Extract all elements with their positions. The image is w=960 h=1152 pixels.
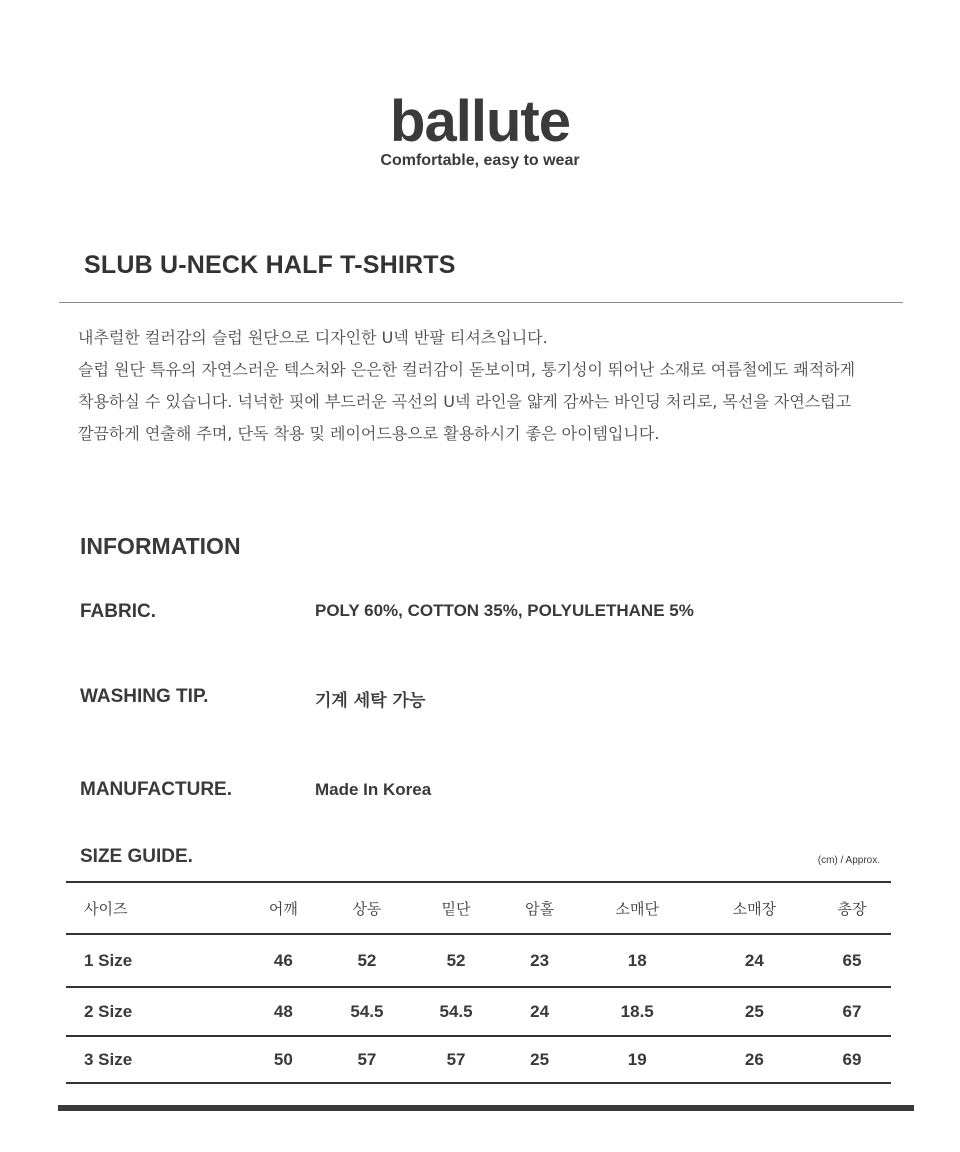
- table-cell: 48: [273, 1001, 293, 1021]
- table-cell: 57: [357, 1049, 377, 1069]
- table-row: [66, 987, 891, 1036]
- table-cell: 19: [627, 1049, 647, 1069]
- unit-note: (cm) / Approx.: [817, 855, 880, 866]
- table-cell: 25: [530, 1049, 550, 1069]
- table-cell: 3 Size: [84, 1049, 133, 1069]
- description-line: 슬럽 원단 특유의 자연스러운 텍스처와 은은한 컬러감이 돋보이며, 통기성이 뛰어난 소재로 여름철에도 쾌적하게: [78, 360, 856, 379]
- table-cell: 57: [446, 1049, 466, 1069]
- table-cell: 26: [744, 1049, 764, 1069]
- description-line: 내추럴한 컬러감의 슬럽 원단으로 디자인한 U넥 반팔 티셔츠입니다.: [78, 328, 548, 347]
- information-heading: INFORMATION: [80, 533, 241, 559]
- table-cell: 67: [842, 1001, 862, 1021]
- table-cell: 24: [530, 1001, 550, 1021]
- column-header: 소매장: [732, 899, 777, 918]
- table-cell: 65: [842, 950, 862, 970]
- size-table-header-row: [66, 882, 891, 934]
- column-header: 소매단: [615, 899, 659, 918]
- fabric-label: FABRIC.: [80, 601, 156, 622]
- description-line: 깔끔하게 연출해 주며, 단독 착용 및 레이어드용으로 활용하시기 좋은 아이템입니다.: [78, 424, 660, 443]
- table-cell: 18.5: [620, 1001, 654, 1021]
- table-cell: 69: [842, 1049, 862, 1069]
- brand-logo: ballute: [390, 89, 570, 154]
- table-cell: 46: [273, 950, 293, 970]
- brand-header: [0, 89, 960, 170]
- washing-tip-value: 기계 세탁 가능: [315, 691, 426, 711]
- column-header: 상동: [352, 899, 382, 918]
- product-description: [78, 322, 908, 450]
- table-cell: 23: [530, 950, 550, 970]
- column-header: 사이즈: [84, 899, 128, 918]
- title-divider: [59, 302, 903, 303]
- fabric-value: POLY 60%, COTTON 35%, POLYULETHANE 5%: [315, 601, 694, 620]
- manufacture-label: MANUFACTURE.: [80, 779, 232, 800]
- size-guide-heading: SIZE GUIDE.: [80, 846, 193, 867]
- column-header: 총장: [837, 899, 867, 918]
- table-cell: 52: [357, 950, 377, 970]
- brand-tagline: Comfortable, easy to wear: [380, 152, 580, 169]
- washing-tip-label: WASHING TIP.: [80, 686, 209, 707]
- column-header: 암홀: [525, 899, 555, 918]
- description-line: 착용하실 수 있습니다. 넉넉한 핏에 부드러운 곡선의 U넥 라인을 얇게 감싸는 바인딩 처리로, 목선을 자연스럽고: [78, 392, 852, 411]
- table-cell: 25: [744, 1001, 764, 1021]
- table-cell: 2 Size: [84, 1001, 133, 1021]
- table-cell: 52: [446, 950, 466, 970]
- table-cell: 1 Size: [84, 950, 133, 970]
- table-cell: 54.5: [350, 1001, 384, 1021]
- bottom-divider: [58, 1105, 914, 1111]
- table-cell: 18: [627, 950, 647, 970]
- size-table: [66, 881, 891, 1084]
- table-cell: 24: [744, 950, 764, 970]
- manufacture-value: Made In Korea: [315, 780, 432, 799]
- column-header: 밑단: [441, 899, 471, 918]
- table-row: [66, 1036, 891, 1083]
- table-cell: 54.5: [439, 1001, 473, 1021]
- product-title: SLUB U-NECK HALF T-SHIRTS: [84, 251, 456, 279]
- table-cell: 50: [273, 1049, 293, 1069]
- table-row: [66, 934, 891, 987]
- column-header: 어깨: [268, 899, 298, 918]
